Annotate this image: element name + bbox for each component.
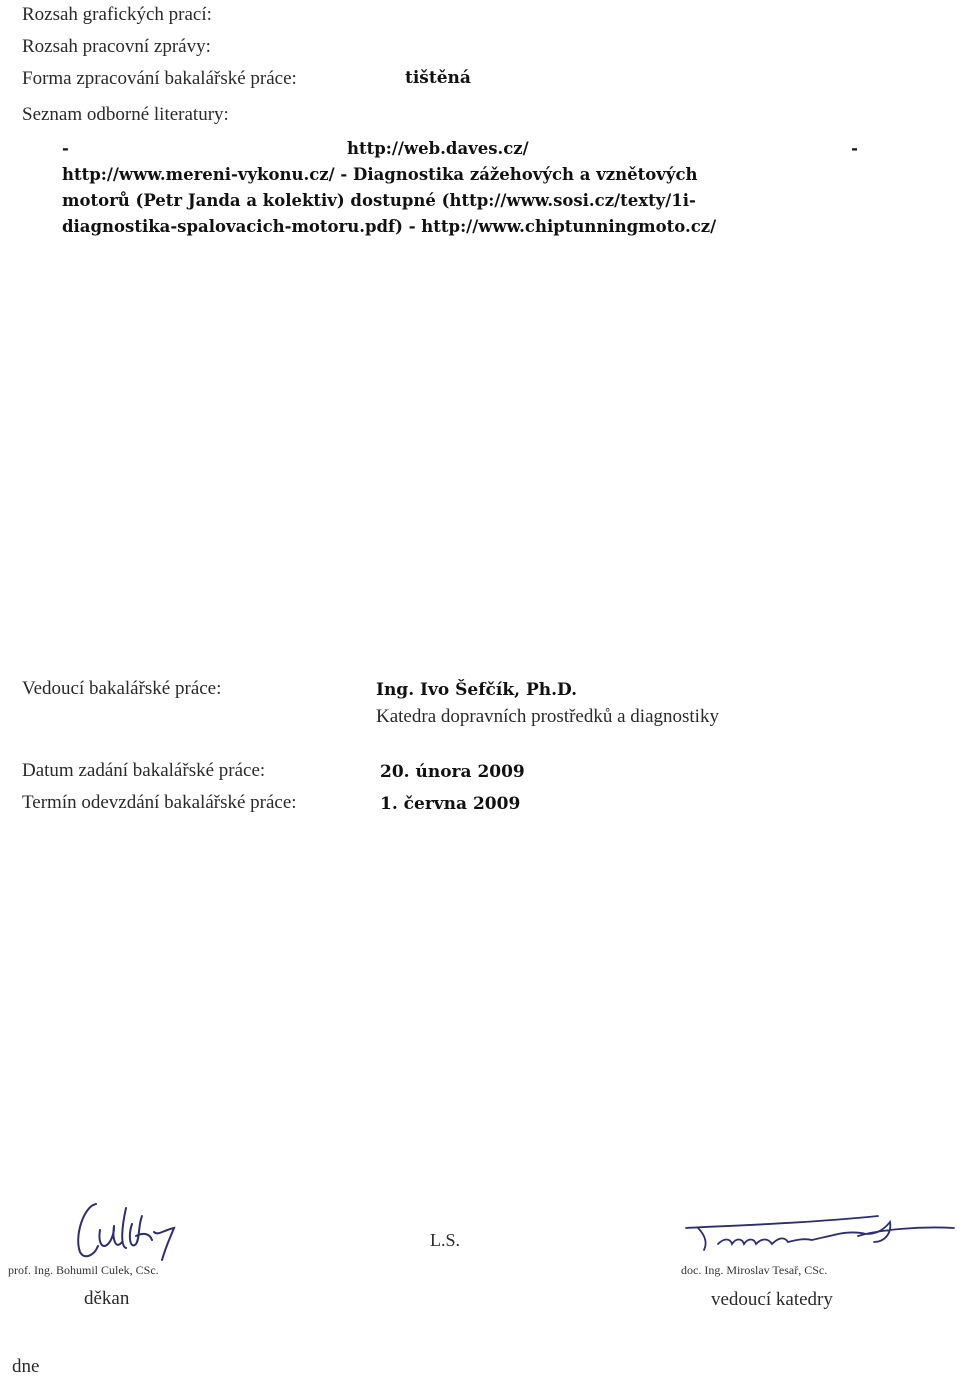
dean-name: prof. Ing. Bohumil Culek, CSc.: [8, 1263, 159, 1277]
seal-mark: L.S.: [430, 1230, 461, 1250]
head-name: doc. Ing. Miroslav Tesař, CSc.: [681, 1263, 828, 1277]
supervisor-label: Vedoucí bakalářské práce:: [22, 678, 222, 699]
supervisor-department: Katedra dopravních prostředků a diagnostiky: [376, 706, 719, 727]
head-title: vedoucí katedry: [711, 1289, 833, 1310]
deadline-label: Termín odevzdání bakalářské práce:: [22, 792, 297, 813]
literature-label: Seznam odborné literatury:: [22, 104, 229, 125]
literature-line-2: http://www.mereni-vykonu.cz/ - Diagnostika zážehových a vznětových: [62, 165, 698, 184]
literature-line-4: diagnostika-spalovacich-motoru.pdf) - http://www.chiptunningmoto.cz/: [62, 217, 717, 236]
head-signature: [678, 1208, 958, 1258]
dean-signature: [66, 1196, 196, 1266]
literature-dash-end: -: [851, 139, 858, 158]
literature-line-3: motorů (Petr Janda a kolektiv) dostupné (http://www.sosi.cz/texty/1i-: [62, 191, 696, 210]
place-date-label: dne: [12, 1356, 40, 1377]
literature-dash-start: -: [62, 139, 69, 158]
deadline-value: 1. června 2009: [380, 794, 521, 814]
literature-line-1: [62, 136, 858, 162]
assigned-date-label: Datum zadání bakalářské práce:: [22, 760, 266, 781]
report-scope-label: Rozsah pracovní zprávy:: [22, 36, 211, 57]
supervisor-name: Ing. Ivo Šefčík, Ph.D.: [376, 680, 578, 700]
assigned-date-value: 20. února 2009: [380, 762, 525, 782]
thesis-form-label: Forma zpracování bakalářské práce:: [22, 68, 297, 89]
graphics-scope-label: Rozsah grafických prací:: [22, 4, 212, 25]
literature-url-daves: http://web.daves.cz/: [347, 139, 529, 158]
thesis-form-value: tištěná: [405, 68, 471, 88]
literature-list: [62, 136, 858, 240]
dean-title: děkan: [84, 1288, 130, 1309]
